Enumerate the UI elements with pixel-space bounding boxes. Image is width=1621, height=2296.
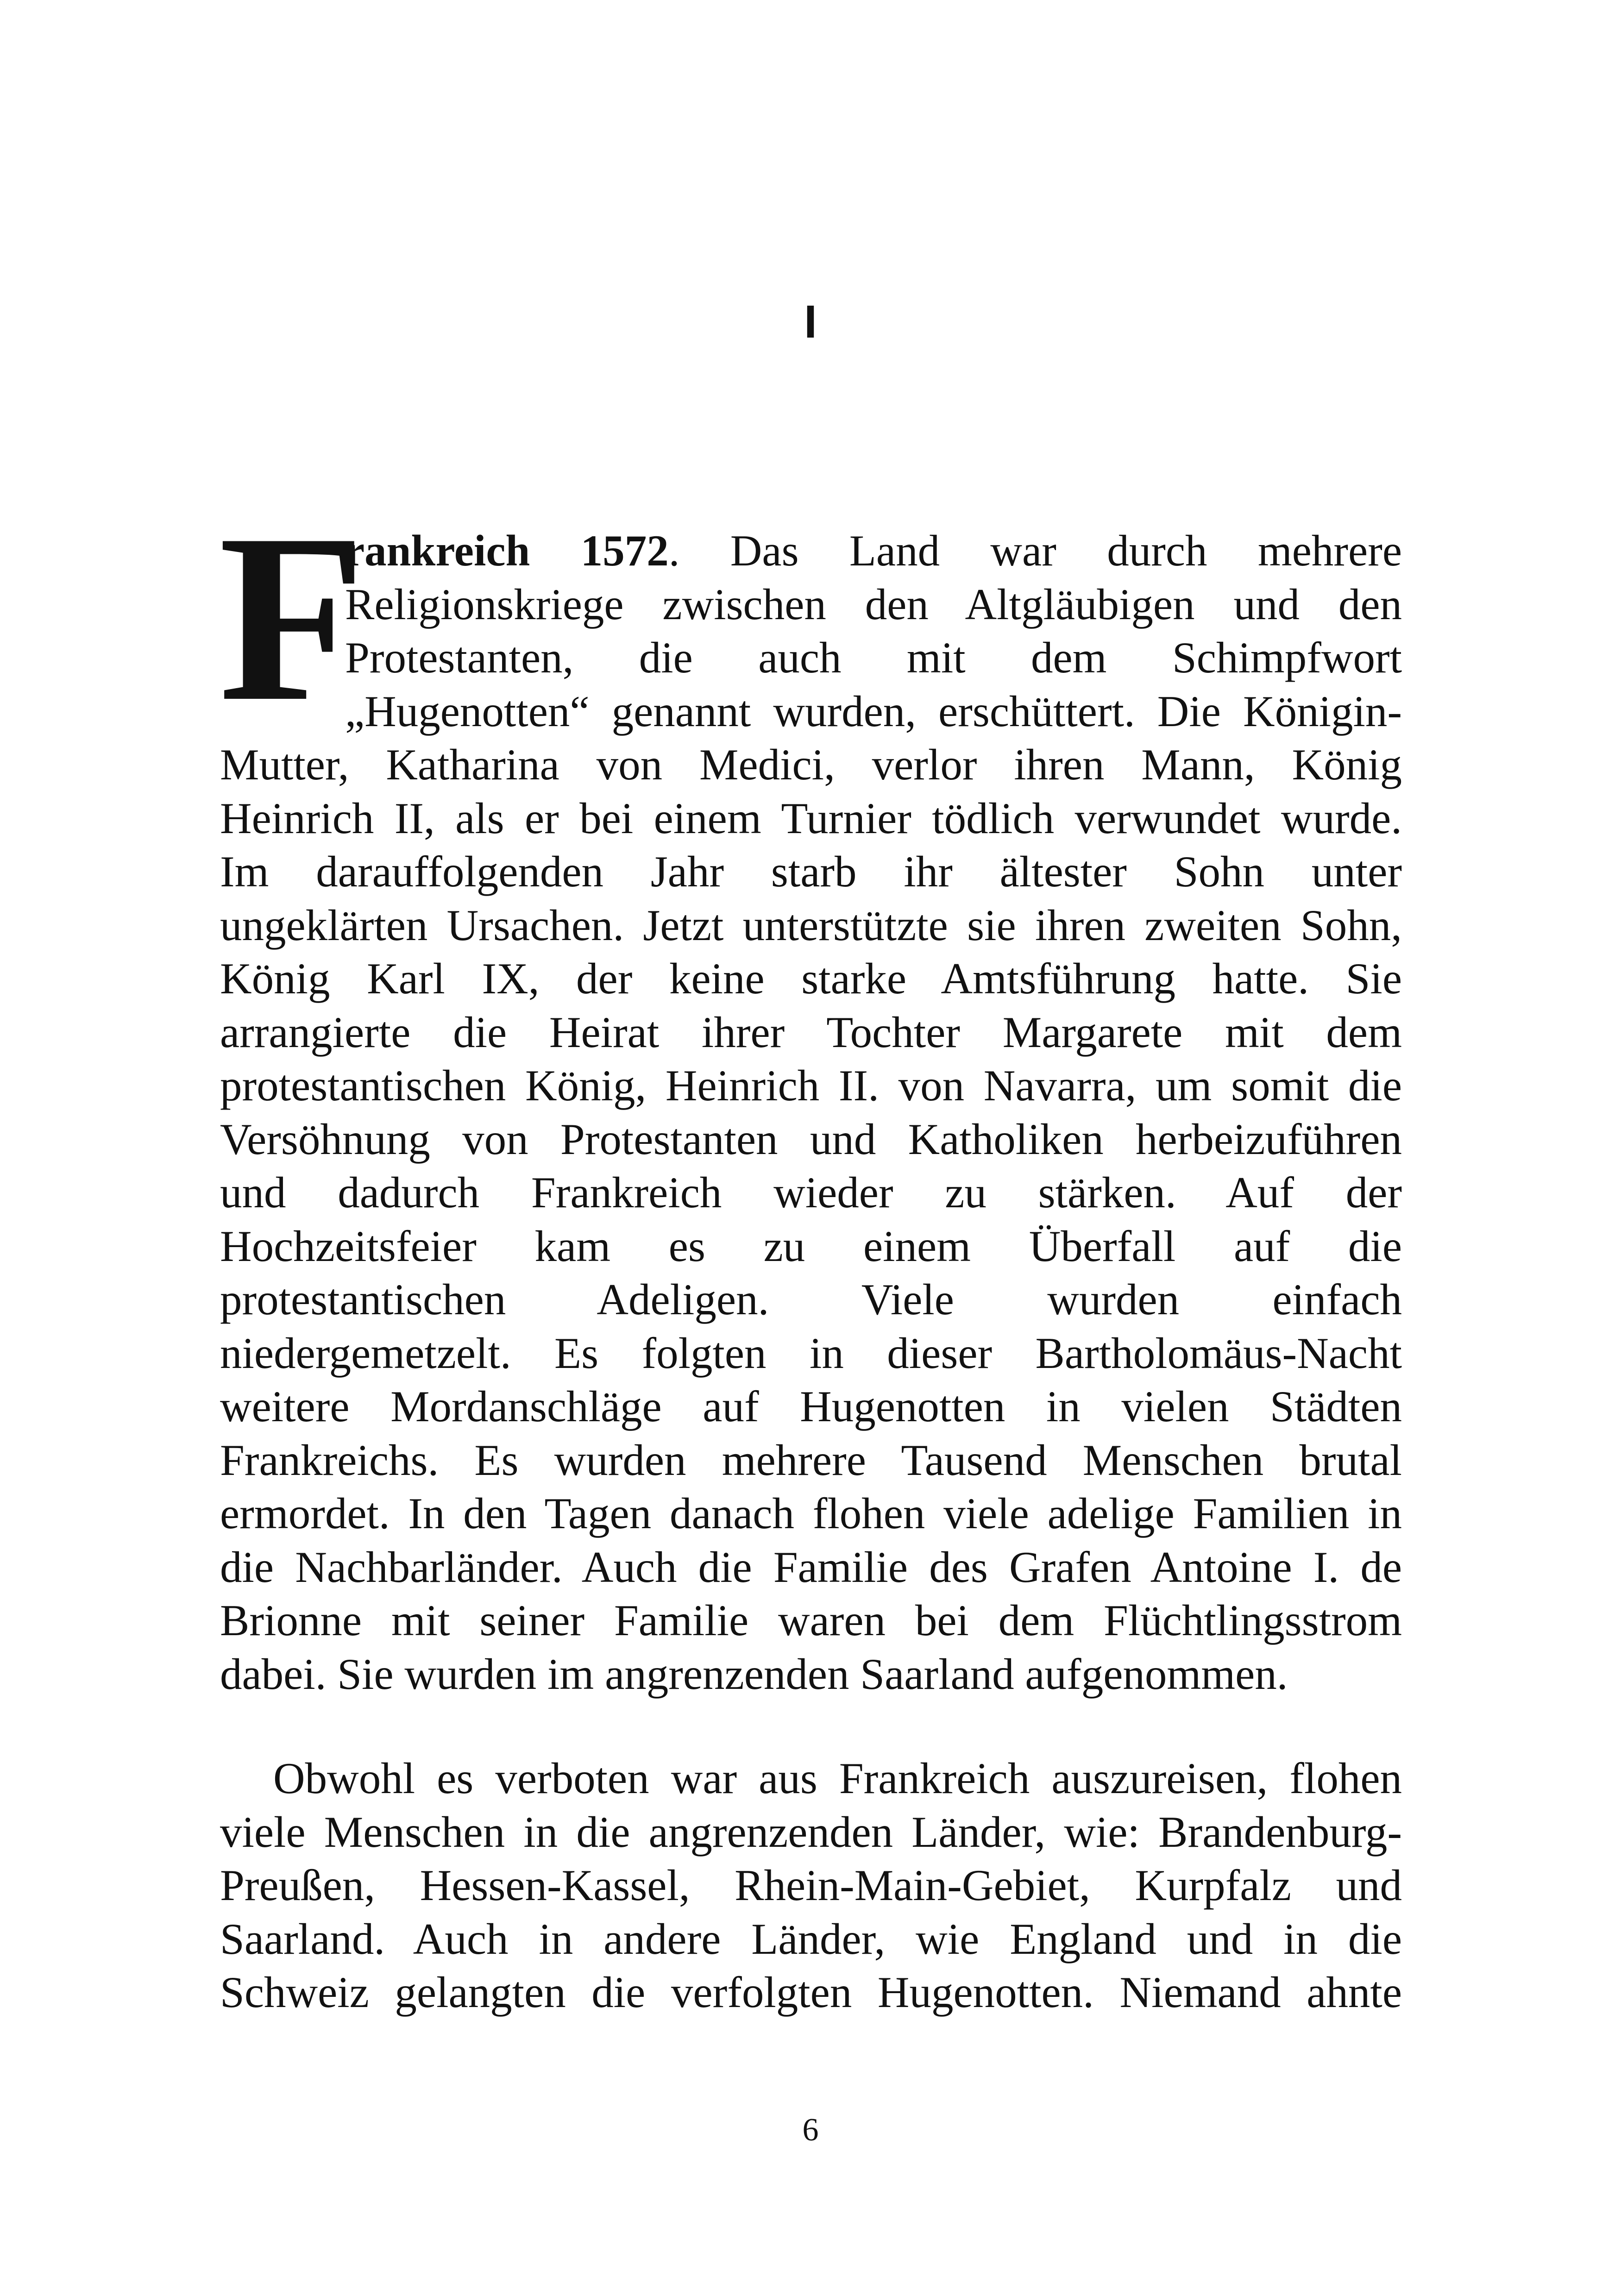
text-line: Im darauffolgenden Jahr starb ihr ältester Sohn unter xyxy=(220,847,1402,896)
text-line: „Hugenotten“ genannt wurden, erschüttert. Die Königin- xyxy=(345,686,1402,736)
text-line: Versöhnung von Protestanten und Katholiken herbeizuführen xyxy=(220,1114,1402,1164)
paragraph-gap xyxy=(220,1701,1402,1752)
drop-cap: F xyxy=(219,485,366,751)
text-line: Schweiz gelangten die verfolgten Hugenotten. Niemand ahnte xyxy=(220,1968,1402,2017)
lead-bold: rankreich 1572 xyxy=(345,526,669,575)
text-line: ermordet. In den Tagen danach flohen viele adelige Familien in xyxy=(220,1489,1402,1538)
text-line: Protestanten, die auch mit dem Schimpfwort xyxy=(345,633,1402,682)
text-line: protestantischen König, Heinrich II. von Navarra, um somit die xyxy=(220,1061,1402,1110)
text-line: Religionskriege zwischen den Altgläubigen und den xyxy=(345,579,1402,629)
text-line: die Nachbarländer. Auch die Familie des Grafen Antoine I. de xyxy=(220,1542,1402,1592)
chapter-heading: I xyxy=(804,296,817,348)
text-line: Obwohl es verboten war aus Frankreich auszureisen, flohen xyxy=(273,1754,1402,1803)
text-line: Saarland. Auch in andere Länder, wie England und in die xyxy=(220,1914,1402,1964)
text-line: Preußen, Hessen-Kassel, Rhein-Main-Gebiet, Kurpfalz und xyxy=(220,1861,1402,1910)
text-line: dabei. Sie wurden im angrenzenden Saarland aufgenommen. xyxy=(220,1649,1288,1699)
lead-rest: . Das Land war durch mehrere xyxy=(668,526,1402,575)
text-line: König Karl IX, der keine starke Amtsführung hatte. Sie xyxy=(220,954,1402,1003)
text-line: Mutter, Katharina von Medici, verlor ihren Mann, König xyxy=(220,740,1402,789)
text-line: und dadurch Frankreich wieder zu stärken. Auf der xyxy=(220,1168,1402,1217)
body-text xyxy=(219,485,1402,2020)
page-number: 6 xyxy=(802,2112,819,2148)
text-line: arrangierte die Heirat ihrer Tochter Margarete mit dem xyxy=(220,1007,1402,1057)
text-line: weitere Mordanschläge auf Hugenotten in vielen Städten xyxy=(220,1382,1402,1431)
text-line: Hochzeitsfeier kam es zu einem Überfall auf die xyxy=(220,1221,1402,1271)
text-line: ungeklärten Ursachen. Jetzt unterstützte sie ihren zweiten Sohn, xyxy=(220,900,1402,950)
text-line: viele Menschen in die angrenzenden Länder, wie: Brandenburg- xyxy=(220,1807,1402,1857)
text-line: Heinrich II, als er bei einem Turnier tödlich verwundet wurde. xyxy=(220,793,1402,843)
text-line: protestantischen Adeligen. Viele wurden einfach xyxy=(220,1275,1402,1324)
text-line: niedergemetzelt. Es folgten in dieser Bartholomäus-Nacht xyxy=(220,1328,1402,1378)
text-line: Brionne mit seiner Familie waren bei dem Flüchtlingsstrom xyxy=(220,1596,1402,1645)
text-line: Frankreichs. Es wurden mehrere Tausend Menschen brutal xyxy=(220,1435,1402,1485)
text-line xyxy=(220,524,1402,578)
